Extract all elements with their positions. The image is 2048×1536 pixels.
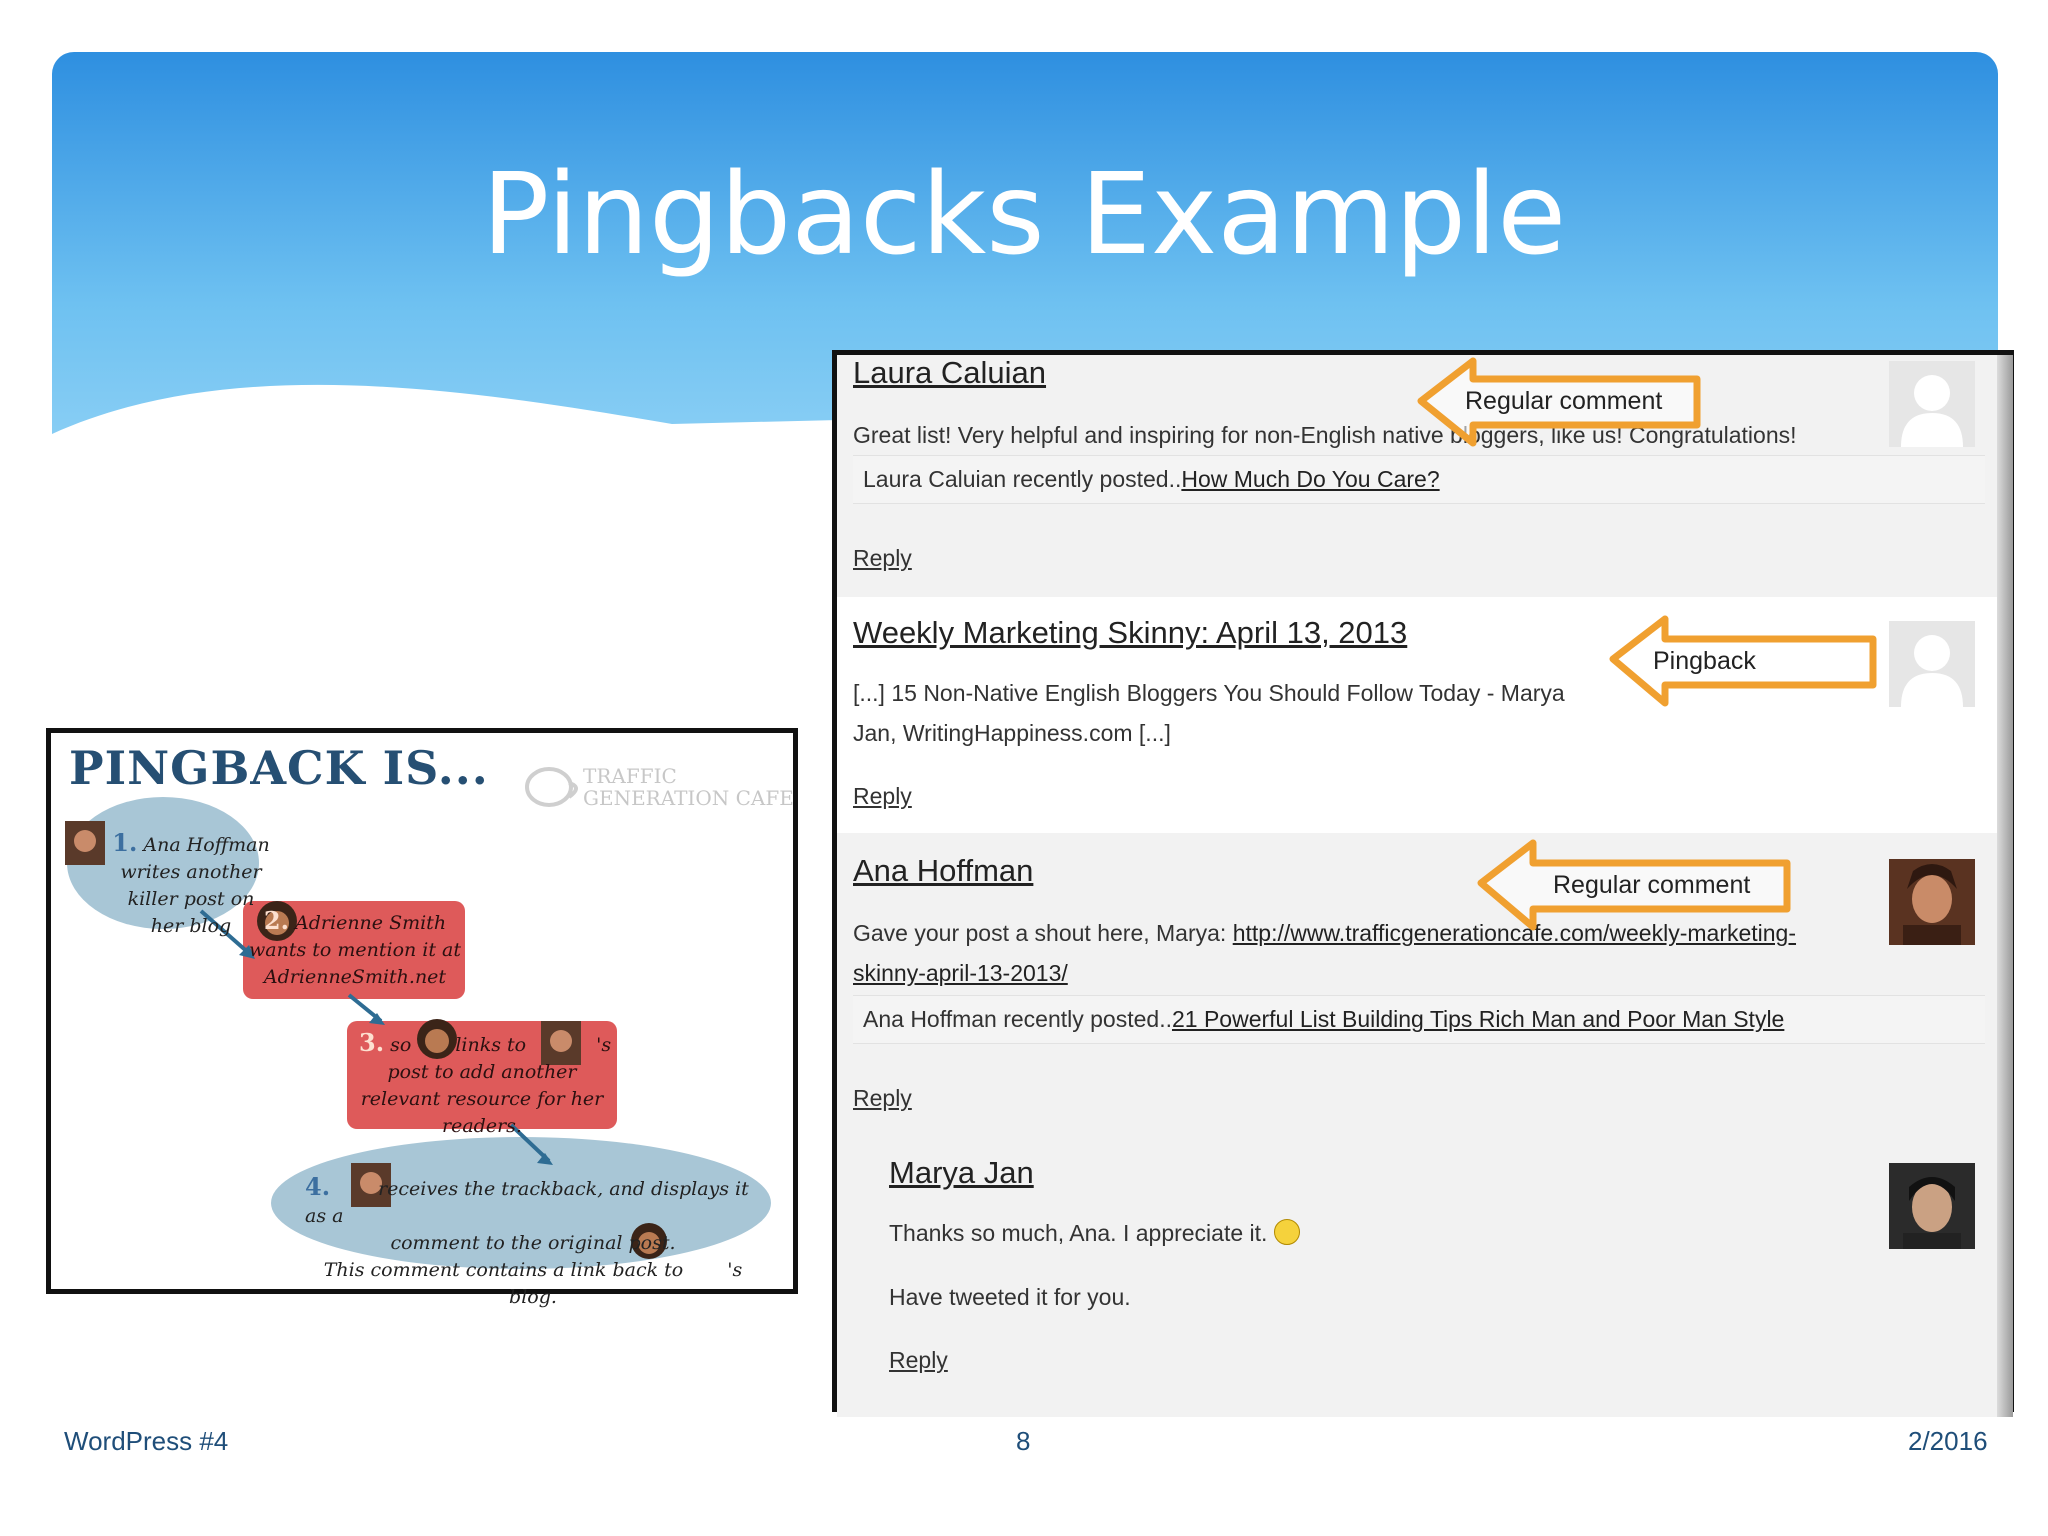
comment1-recent-link[interactable]: How Much Do You Care? xyxy=(1181,466,1440,492)
slide-title: Pingbacks Example xyxy=(481,150,1567,280)
comment3-link-line2[interactable]: skinny-april-13-2013/ xyxy=(853,960,1068,986)
step4-text: 4. receives the trackback, and displays it as a comment to the original post. This comment contains a link back to 's blog. xyxy=(305,1172,749,1308)
comment-author-ana-hoffman[interactable]: Ana Hoffman xyxy=(853,853,1034,888)
comment3-reply-link[interactable]: Reply xyxy=(853,1085,912,1111)
comment-author-marya-jan[interactable]: Marya Jan xyxy=(889,1155,1034,1190)
comment4-reply-link[interactable]: Reply xyxy=(889,1347,948,1373)
comment4-text-line2: Have tweeted it for you. xyxy=(889,1284,1131,1310)
callout-regular-comment-1: Regular comment xyxy=(1465,387,1663,415)
pingback-title-link[interactable]: Weekly Marketing Skinny: April 13, 2013 xyxy=(853,615,1408,650)
comment1-reply-link[interactable]: Reply xyxy=(853,545,912,571)
comment-author-laura-caluian[interactable]: Laura Caluian xyxy=(853,355,1047,390)
comment3-text: Gave your post a shout here, Marya: http://www.trafficgenerationcafe.com/weekly-marketing- xyxy=(853,920,1797,946)
ana-avatar-icon xyxy=(65,821,105,865)
infographic-heading: PINGBACK IS... xyxy=(69,741,489,795)
comment4-text-line1: Thanks so much, Ana. I appreciate it. xyxy=(889,1213,1300,1253)
slide-number: 8 xyxy=(1016,1426,1031,1456)
panel-shadow-edge xyxy=(1997,355,2013,1417)
callout-arrows xyxy=(837,355,1997,1417)
step3-text: 3. so links to 's post to add another relevant resource for her readers. xyxy=(359,1028,612,1137)
callout-regular-comment-2: Regular comment xyxy=(1553,871,1751,899)
pingback-infographic xyxy=(46,728,798,1308)
comment3-recent-link[interactable]: 21 Powerful List Building Tips Rich Man and Poor Man Style xyxy=(1171,1006,1785,1032)
comment1-recent-post: Laura Caluian recently posted..How Much Do You Care? xyxy=(853,455,1985,504)
svg-text:TRAFFIC: TRAFFIC xyxy=(583,764,677,788)
footer-left: WordPress #4 xyxy=(64,1426,229,1456)
callout-pingback: Pingback xyxy=(1653,647,1756,675)
footer-date: 2/2016 xyxy=(1908,1426,1988,1456)
comments-screenshot xyxy=(832,350,2014,1412)
step2-text: 2. Adrienne Smith wants to mention it at AdrienneSmith.net xyxy=(249,906,462,988)
step1-text: 1. Ana Hoffman writes another killer post on her blog xyxy=(112,828,270,937)
pingback-text-line1: [...] 15 Non-Native English Bloggers You Should Follow Today - Marya xyxy=(853,680,1565,706)
comment1-text: Great list! Very helpful and inspiring for non-English native bloggers, like us! Congratulations! xyxy=(853,422,1797,448)
comment3-recent-post: Ana Hoffman recently posted..21 Powerful List Building Tips Rich Man and Poor Man Style xyxy=(853,995,1985,1044)
comment2-reply-link[interactable]: Reply xyxy=(853,783,912,809)
comment3-link-line1[interactable]: http://www.trafficgenerationcafe.com/weekly-marketing- xyxy=(1232,920,1797,946)
svg-text:GENERATION CAFE: GENERATION CAFE xyxy=(583,786,794,810)
pingback-text-line2: Jan, WritingHappiness.com [...] xyxy=(853,720,1171,746)
